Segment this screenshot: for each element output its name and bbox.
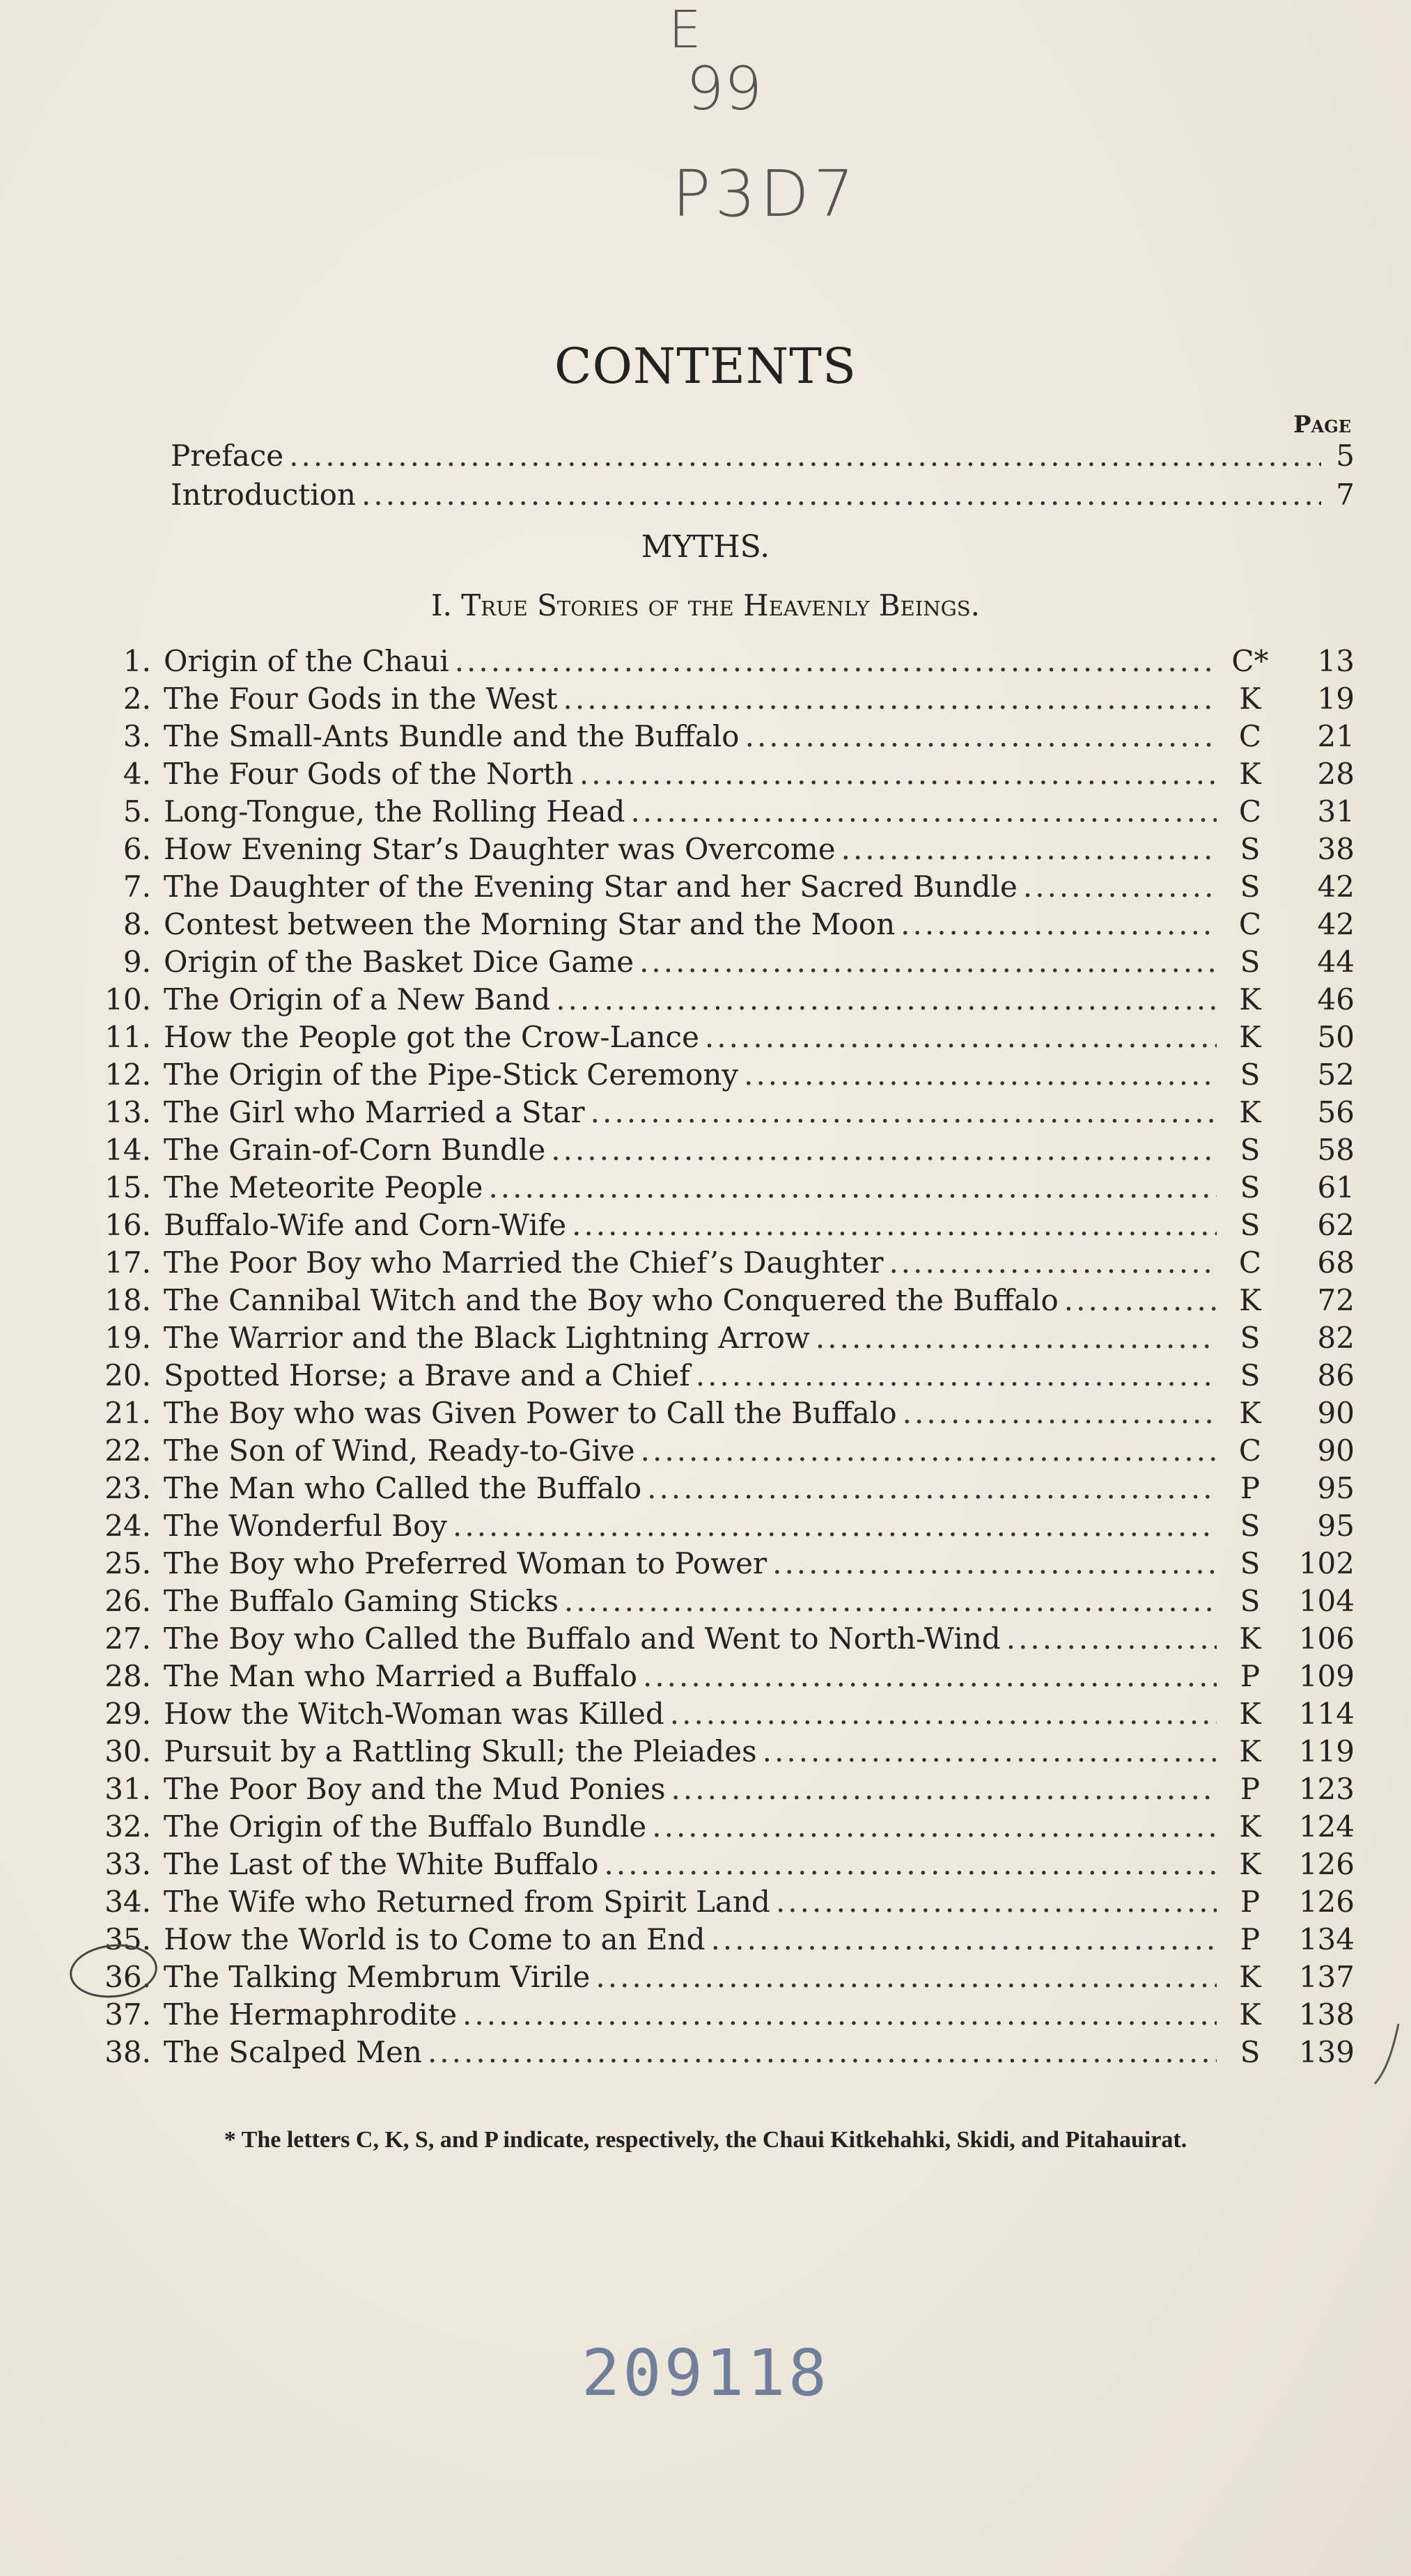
dot-leader xyxy=(711,1922,1217,1956)
toc-entry xyxy=(66,1321,1355,1360)
toc-entry-title: How the People got the Crow-Lance xyxy=(164,1020,699,1054)
toc-entry-page: 86 xyxy=(1317,1358,1355,1392)
toc-entry-number: 37. xyxy=(104,1997,151,2032)
toc-entry-title: The Boy who Preferred Woman to Power xyxy=(164,1546,767,1580)
dot-leader xyxy=(428,2035,1217,2069)
dot-leader xyxy=(455,644,1217,678)
toc-entry-number: 23. xyxy=(104,1471,151,1505)
toc-entry-page: 58 xyxy=(1317,1133,1355,1167)
toc-entry xyxy=(66,1809,1355,1848)
dot-leader xyxy=(772,1546,1217,1580)
toc-entry-band: K xyxy=(1239,1997,1261,2032)
dot-leader xyxy=(816,1321,1217,1355)
toc-entry-page: 102 xyxy=(1298,1546,1355,1580)
toc-entry xyxy=(66,1847,1355,1886)
toc-entry-band: K xyxy=(1239,757,1261,791)
dot-leader xyxy=(453,1509,1217,1543)
footnote: * The letters C, K, S, and P indicate, respectively, the Chaui Kitkehahki, Skidi, and Pitahauirat. xyxy=(224,2127,1187,2153)
toc-entry-band: P xyxy=(1240,1922,1261,1956)
toc-entry-title: Spotted Horse; a Brave and a Chief xyxy=(164,1358,690,1392)
toc-entry-band: S xyxy=(1240,2035,1261,2069)
dot-leader xyxy=(595,1960,1217,1994)
toc-entry xyxy=(66,644,1355,683)
dot-leader xyxy=(556,982,1217,1016)
toc-entry-title: The Origin of a New Band xyxy=(164,982,551,1016)
toc-entry-band: C xyxy=(1238,794,1262,828)
dot-leader xyxy=(744,1058,1217,1092)
toc-entry-band: K xyxy=(1239,1095,1261,1129)
page-title: CONTENTS xyxy=(554,338,857,395)
dot-leader xyxy=(841,832,1217,866)
toc-entry-title: The Man who Called the Buffalo xyxy=(164,1471,642,1505)
toc-entry-number: 18. xyxy=(104,1283,151,1317)
toc-entry-page: 46 xyxy=(1317,982,1355,1016)
toc-entry xyxy=(66,1358,1355,1397)
toc-entry-band: S xyxy=(1240,1208,1261,1242)
toc-entry-number: 8. xyxy=(123,907,151,941)
toc-entry-band: K xyxy=(1239,1396,1261,1430)
toc-entry-page: 50 xyxy=(1317,1020,1355,1054)
toc-entry-page: 61 xyxy=(1317,1170,1355,1204)
toc-entry-number: 35. xyxy=(104,1922,151,1956)
dot-leader xyxy=(564,1584,1217,1618)
dot-leader xyxy=(462,1997,1217,2032)
toc-entry-band: P xyxy=(1240,1885,1261,1919)
front-matter-label: Introduction xyxy=(171,478,356,512)
toc-entry-page: 44 xyxy=(1317,945,1355,979)
toc-entry xyxy=(66,1697,1355,1736)
toc-entry xyxy=(66,1621,1355,1660)
handwritten-call-number-letter: E xyxy=(669,0,701,60)
toc-entry xyxy=(66,945,1355,984)
toc-entry xyxy=(66,1772,1355,1811)
toc-entry-title: The Talking Membrum Virile xyxy=(164,1960,591,1994)
toc-entry-page: 139 xyxy=(1298,2035,1355,2069)
front-matter-label: Preface xyxy=(171,439,284,473)
toc-entry xyxy=(66,1997,1355,2036)
toc-entry-number: 15. xyxy=(104,1170,151,1204)
dot-leader xyxy=(763,1734,1217,1768)
toc-entry xyxy=(66,1960,1355,1999)
dot-leader xyxy=(605,1847,1217,1881)
toc-entry-page: 42 xyxy=(1317,907,1355,941)
toc-entry-title: Buffalo-Wife and Corn-Wife xyxy=(164,1208,567,1242)
dot-leader xyxy=(889,1246,1217,1280)
dot-leader xyxy=(488,1170,1217,1204)
toc-entry-number: 3. xyxy=(123,719,151,753)
toc-entry xyxy=(66,2035,1355,2074)
handwritten-call-number-class: 99 xyxy=(686,54,763,124)
toc-entry-number: 6. xyxy=(123,832,151,866)
dot-leader xyxy=(289,439,1321,473)
toc-entry-band: S xyxy=(1240,870,1261,904)
toc-entry-band: S xyxy=(1240,1321,1261,1355)
toc-entry-number: 12. xyxy=(104,1058,151,1092)
toc-entry-number: 36. xyxy=(104,1960,151,1994)
toc-entry-number: 22. xyxy=(104,1434,151,1468)
toc-entry-band: S xyxy=(1240,945,1261,979)
toc-entry xyxy=(66,1095,1355,1134)
pencil-tick-mark xyxy=(1372,2023,1400,2085)
toc-entry xyxy=(66,1133,1355,1172)
toc-entry-number: 20. xyxy=(104,1358,151,1392)
toc-entry-number: 24. xyxy=(104,1509,151,1543)
handwritten-call-number-cutter: P3D7 xyxy=(672,157,859,231)
toc-entry-number: 5. xyxy=(123,794,151,828)
toc-entry-page: 82 xyxy=(1317,1321,1355,1355)
toc-entry-band: C xyxy=(1238,1246,1262,1280)
toc-entry-band: K xyxy=(1239,1697,1261,1731)
toc-entry-number: 32. xyxy=(104,1809,151,1844)
toc-entry-band: K xyxy=(1239,1847,1261,1881)
toc-entry xyxy=(66,1509,1355,1548)
toc-entry-page: 62 xyxy=(1317,1208,1355,1242)
toc-entry-number: 11. xyxy=(104,1020,151,1054)
front-matter-page: 5 xyxy=(1336,439,1355,473)
toc-entry-band: S xyxy=(1240,1546,1261,1580)
toc-entry-page: 38 xyxy=(1317,832,1355,866)
toc-entry-title: Contest between the Morning Star and the Moon xyxy=(164,907,896,941)
toc-entry-title: Long-Tongue, the Rolling Head xyxy=(164,794,625,828)
subsection-heading: I. True Stories of the Heavenly Beings. xyxy=(431,588,980,622)
toc-entry-title: Pursuit by a Rattling Skull; the Pleiades xyxy=(164,1734,757,1768)
toc-entry-band: S xyxy=(1240,1509,1261,1543)
toc-entry-number: 27. xyxy=(104,1621,151,1656)
toc-entry-page: 72 xyxy=(1317,1283,1355,1317)
toc-entry-band: S xyxy=(1240,832,1261,866)
toc-entry-title: The Daughter of the Evening Star and her Sacred Bundle xyxy=(164,870,1018,904)
toc-entry xyxy=(66,794,1355,833)
toc-entry xyxy=(66,682,1355,721)
toc-entry-title: The Last of the White Buffalo xyxy=(164,1847,599,1881)
dot-leader xyxy=(705,1020,1217,1054)
toc-entry-title: The Origin of the Buffalo Bundle xyxy=(164,1809,647,1844)
toc-entry-title: The Grain-of-Corn Bundle xyxy=(164,1133,546,1167)
dot-leader xyxy=(361,478,1321,512)
dot-leader xyxy=(591,1095,1217,1129)
toc-entry-title: The Son of Wind, Ready-to-Give xyxy=(164,1434,635,1468)
toc-entry-number: 30. xyxy=(104,1734,151,1768)
dot-leader xyxy=(647,1471,1217,1505)
toc-entry-page: 138 xyxy=(1298,1997,1355,2032)
dot-leader xyxy=(641,1434,1217,1468)
toc-entry-title: The Poor Boy and the Mud Ponies xyxy=(164,1772,666,1806)
toc-entry-number: 14. xyxy=(104,1133,151,1167)
dot-leader xyxy=(563,682,1217,716)
dot-leader xyxy=(671,1772,1217,1806)
toc-entry xyxy=(66,1208,1355,1247)
section-heading: MYTHS. xyxy=(641,529,770,565)
dot-leader xyxy=(652,1809,1217,1844)
toc-entry-band: S xyxy=(1240,1584,1261,1618)
toc-entry-band: K xyxy=(1239,982,1261,1016)
toc-entry-page: 90 xyxy=(1317,1434,1355,1468)
toc-entry-page: 95 xyxy=(1317,1509,1355,1543)
toc-entry-page: 21 xyxy=(1317,719,1355,753)
toc-entry-title: The Four Gods of the North xyxy=(164,757,574,791)
toc-entry-band: K xyxy=(1239,1621,1261,1656)
toc-entry xyxy=(66,1283,1355,1322)
toc-entry-page: 106 xyxy=(1298,1621,1355,1656)
toc-entry-number: 10. xyxy=(104,982,151,1016)
toc-entry-number: 26. xyxy=(104,1584,151,1618)
dot-leader xyxy=(670,1697,1217,1731)
toc-entry xyxy=(66,1434,1355,1472)
toc-entry xyxy=(66,757,1355,796)
front-matter-page: 7 xyxy=(1336,478,1355,512)
toc-entry-title: Origin of the Chaui xyxy=(164,644,449,678)
toc-entry-page: 95 xyxy=(1317,1471,1355,1505)
toc-entry-number: 25. xyxy=(104,1546,151,1580)
toc-entry-title: The Girl who Married a Star xyxy=(164,1095,585,1129)
toc-entry-band: K xyxy=(1239,1283,1261,1317)
dot-leader xyxy=(572,1208,1217,1242)
toc-entry xyxy=(66,870,1355,909)
toc-entry-band: P xyxy=(1240,1471,1261,1505)
toc-entry-title: The Boy who Called the Buffalo and Went to North-Wind xyxy=(164,1621,1001,1656)
toc-entry xyxy=(66,1584,1355,1623)
toc-entry-band: K xyxy=(1239,682,1261,716)
toc-entry-title: The Cannibal Witch and the Boy who Conquered the Buffalo xyxy=(164,1283,1059,1317)
toc-entry-title: The Buffalo Gaming Sticks xyxy=(164,1584,559,1618)
toc-entry-title: How the World is to Come to an End xyxy=(164,1922,706,1956)
toc-entry-band: K xyxy=(1239,1960,1261,1994)
toc-entry xyxy=(66,1471,1355,1510)
dot-leader xyxy=(903,1396,1217,1430)
toc-entry xyxy=(66,907,1355,946)
toc-entry-title: The Man who Married a Buffalo xyxy=(164,1659,637,1693)
toc-entry-title: The Wife who Returned from Spirit Land xyxy=(164,1885,770,1919)
toc-entry-page: 137 xyxy=(1298,1960,1355,1994)
toc-entry-number: 16. xyxy=(104,1208,151,1242)
toc-entry-page: 134 xyxy=(1298,1922,1355,1956)
toc-entry-title: The Warrior and the Black Lightning Arrow xyxy=(164,1321,810,1355)
toc-entry xyxy=(66,1396,1355,1435)
dot-leader xyxy=(579,757,1217,791)
toc-entry xyxy=(66,1170,1355,1209)
dot-leader xyxy=(551,1133,1217,1167)
toc-entry-page: 68 xyxy=(1317,1246,1355,1280)
toc-entry-band: P xyxy=(1240,1659,1261,1693)
toc-entry-title: How the Witch-Woman was Killed xyxy=(164,1697,664,1731)
toc-entry-page: 104 xyxy=(1298,1584,1355,1618)
toc-entry xyxy=(66,1246,1355,1285)
toc-entry-band: S xyxy=(1240,1058,1261,1092)
dot-leader xyxy=(1023,870,1217,904)
toc-entry-number: 19. xyxy=(104,1321,151,1355)
toc-entry-number: 31. xyxy=(104,1772,151,1806)
toc-entry-band: C xyxy=(1238,719,1262,753)
toc-entry-page: 109 xyxy=(1298,1659,1355,1693)
toc-entry-number: 2. xyxy=(123,682,151,716)
toc-entry-title: How Evening Star’s Daughter was Overcome xyxy=(164,832,836,866)
toc-entry-number: 38. xyxy=(104,2035,151,2069)
toc-entry-number: 33. xyxy=(104,1847,151,1881)
toc-entry xyxy=(66,1734,1355,1773)
front-matter-row-preface xyxy=(171,439,1355,478)
toc-entry-page: 31 xyxy=(1317,794,1355,828)
toc-entry-page: 123 xyxy=(1298,1772,1355,1806)
toc-entry-page: 126 xyxy=(1298,1847,1355,1881)
toc-entry xyxy=(66,1020,1355,1059)
dot-leader xyxy=(1064,1283,1217,1317)
toc-entry xyxy=(66,1659,1355,1698)
toc-entry-title: The Boy who was Given Power to Call the Buffalo xyxy=(164,1396,897,1430)
toc-entry-page: 28 xyxy=(1317,757,1355,791)
toc-entry-band: C* xyxy=(1231,644,1269,678)
dot-leader xyxy=(745,719,1217,753)
toc-entry-page: 52 xyxy=(1317,1058,1355,1092)
front-matter-row-introduction xyxy=(171,478,1355,517)
toc-entry-page: 119 xyxy=(1298,1734,1355,1768)
toc-entry-band: S xyxy=(1240,1170,1261,1204)
toc-entry-title: The Scalped Men xyxy=(164,2035,422,2069)
toc-entry-band: P xyxy=(1240,1772,1261,1806)
toc-entry-band: C xyxy=(1238,1434,1262,1468)
toc-entry-number: 28. xyxy=(104,1659,151,1693)
toc-entry xyxy=(66,832,1355,871)
toc-entry xyxy=(66,982,1355,1021)
toc-entry-title: The Four Gods in the West xyxy=(164,682,558,716)
toc-entry-band: K xyxy=(1239,1734,1261,1768)
page-column-heading: Page xyxy=(1293,411,1351,439)
toc-entry-page: 126 xyxy=(1298,1885,1355,1919)
toc-entry-number: 21. xyxy=(104,1396,151,1430)
toc-entry-page: 124 xyxy=(1298,1809,1355,1844)
dot-leader xyxy=(776,1885,1217,1919)
toc-entry-page: 114 xyxy=(1298,1697,1355,1731)
toc-entry-number: 34. xyxy=(104,1885,151,1919)
toc-entry-page: 19 xyxy=(1317,682,1355,716)
toc-entry-page: 13 xyxy=(1317,644,1355,678)
dot-leader xyxy=(639,945,1217,979)
toc-entry-band: S xyxy=(1240,1358,1261,1392)
toc-entry xyxy=(66,1546,1355,1585)
toc-entry-title: The Meteorite People xyxy=(164,1170,483,1204)
dot-leader xyxy=(1006,1621,1217,1656)
toc-entry-number: 29. xyxy=(104,1697,151,1731)
toc-entry-page: 42 xyxy=(1317,870,1355,904)
toc-entry-number: 17. xyxy=(104,1246,151,1280)
dot-leader xyxy=(901,907,1217,941)
toc-entry-band: K xyxy=(1239,1020,1261,1054)
toc-entry-title: The Small-Ants Bundle and the Buffalo xyxy=(164,719,740,753)
toc-entry-number: 9. xyxy=(123,945,151,979)
toc-entry-title: The Hermaphrodite xyxy=(164,1997,458,2032)
accession-stamp: 209118 xyxy=(581,2336,830,2410)
toc-entry-number: 13. xyxy=(104,1095,151,1129)
toc-entry-number: 4. xyxy=(123,757,151,791)
toc-entry xyxy=(66,1885,1355,1924)
toc-entry xyxy=(66,719,1355,758)
toc-entry-number: 7. xyxy=(123,870,151,904)
toc-entry xyxy=(66,1058,1355,1097)
toc-entry-band: K xyxy=(1239,1809,1261,1844)
toc-entry-title: The Wonderful Boy xyxy=(164,1509,447,1543)
toc-entry-title: Origin of the Basket Dice Game xyxy=(164,945,634,979)
toc-entry-band: C xyxy=(1238,907,1262,941)
toc-entry xyxy=(66,1922,1355,1961)
dot-leader xyxy=(630,794,1217,828)
toc-entry-page: 90 xyxy=(1317,1396,1355,1430)
dot-leader xyxy=(643,1659,1217,1693)
toc-entry-band: S xyxy=(1240,1133,1261,1167)
toc-entry-title: The Poor Boy who Married the Chief’s Daughter xyxy=(164,1246,884,1280)
dot-leader xyxy=(696,1358,1217,1392)
toc-entry-title: The Origin of the Pipe-Stick Ceremony xyxy=(164,1058,739,1092)
toc-entry-number: 1. xyxy=(123,644,151,678)
toc-entry-page: 56 xyxy=(1317,1095,1355,1129)
